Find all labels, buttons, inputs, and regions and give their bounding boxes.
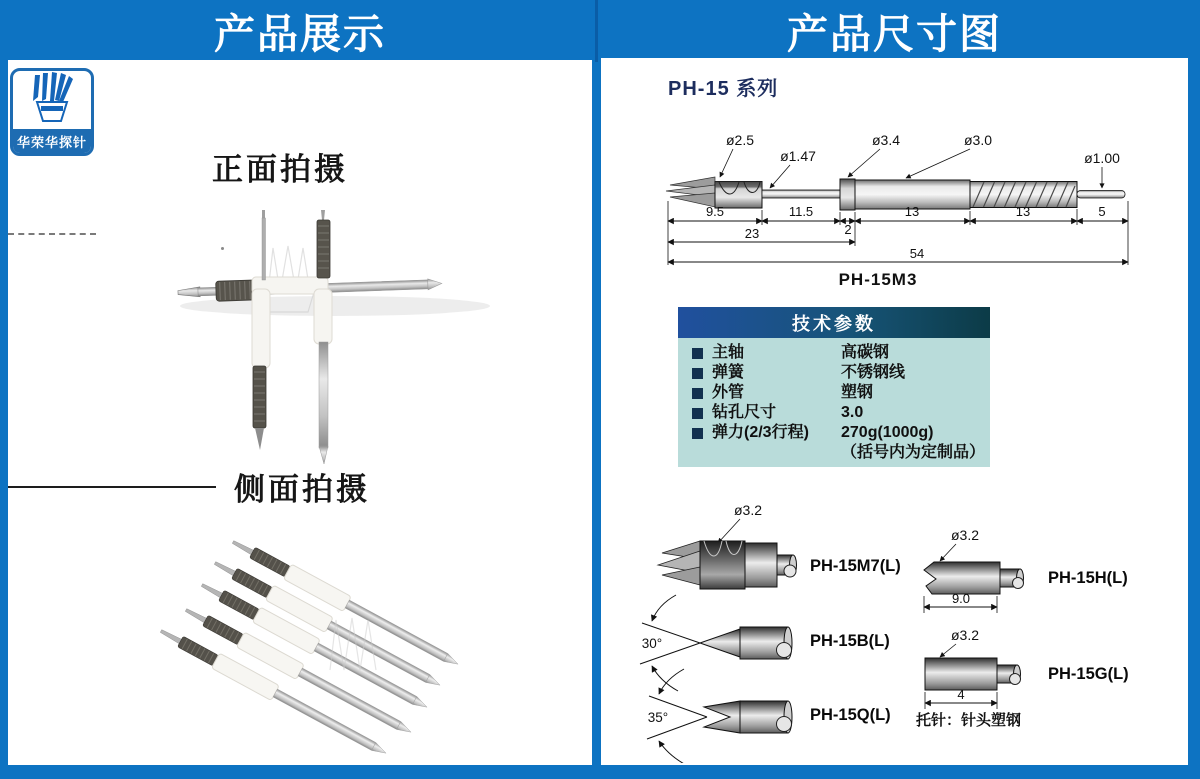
variant-q [647, 669, 891, 763]
h-length-dim: 9.0 [951, 591, 971, 606]
series-title: PH-15 系列 [668, 78, 779, 100]
param-value: 塑钢 [841, 384, 874, 401]
overall-dimensions [668, 226, 1128, 262]
side-photo-caption: 侧面拍摄 [234, 472, 370, 507]
vertical-probe-left [252, 210, 270, 450]
param-row [678, 403, 990, 423]
logo-crown-icon [13, 71, 91, 129]
variant-label-m7: PH-15M7(L) [810, 557, 901, 575]
g-dia-label: ø3.2 [950, 627, 980, 643]
param-bullet [692, 348, 703, 359]
variant-label-g: PH-15G(L) [1048, 665, 1129, 683]
variant-label-q: PH-15Q(L) [810, 706, 891, 724]
left-header-title: 产品展示 [214, 10, 386, 57]
subtotal-dim: 23 [744, 226, 760, 241]
param-label: 弹力(2/3行程) [712, 424, 809, 441]
segment-dim-3: 13 [904, 204, 920, 219]
b-angle-label: 30° [641, 636, 663, 651]
panel-seam-divider [595, 0, 598, 62]
variant-h [924, 527, 1128, 613]
model-caption: PH-15M3 [838, 270, 918, 289]
param-value: 高碳钢 [841, 344, 890, 361]
segment-dim-4: 13 [1015, 204, 1031, 219]
param-value: 不锈钢线 [841, 364, 906, 381]
param-label: 弹簧 [712, 364, 745, 381]
h-dia-label: ø3.2 [950, 527, 980, 543]
param-bullet [692, 388, 703, 399]
dia-label-4: ø1.00 [1084, 150, 1120, 166]
param-bullet [692, 408, 703, 419]
front-photo-caption: 正面拍摄 [212, 152, 348, 187]
variant-label-h: PH-15H(L) [1048, 569, 1128, 587]
param-row [678, 343, 990, 363]
variant-m7 [658, 502, 901, 589]
segment-dim-5: 5 [1098, 204, 1106, 219]
side-view-photo [130, 510, 590, 766]
variant-g [925, 627, 1129, 709]
brand-logo [10, 68, 94, 156]
dia-label-3: ø3.0 [963, 132, 993, 148]
segment-dim-2: 2 [844, 222, 852, 237]
extension-lines [668, 201, 1128, 265]
param-label: 主轴 [712, 344, 745, 361]
param-bullet [692, 368, 703, 379]
dia-label-2: ø3.4 [871, 132, 901, 148]
note-text: 托针：针头塑钢 [916, 712, 1022, 729]
right-header-title: 产品尺寸图 [787, 10, 1002, 57]
variant-label-b: PH-15B(L) [810, 632, 890, 650]
variant-b [640, 595, 890, 691]
dia-label-0: ø2.5 [725, 132, 755, 148]
left-panel-header [0, 0, 600, 60]
param-value: 270g(1000g) [841, 424, 934, 441]
vertical-probe-right [314, 210, 332, 464]
q-angle-label: 35° [647, 710, 669, 725]
param-row [678, 443, 990, 463]
dashed-line [8, 233, 96, 235]
param-label: 钻孔尺寸 [712, 404, 777, 421]
segment-dim-0: 9.5 [705, 204, 725, 219]
param-row [678, 423, 990, 443]
g-length-dim: 4 [957, 687, 965, 702]
param-label: 外管 [712, 384, 745, 401]
params-table [678, 307, 990, 467]
param-row [678, 363, 990, 383]
params-body [678, 338, 990, 467]
side-probe-3 [198, 578, 431, 715]
dia-label-1: ø1.47 [780, 148, 816, 164]
param-row [678, 383, 990, 403]
tip-variants-diagram [618, 483, 1195, 763]
dimension-drawing [640, 115, 1196, 270]
param-value: （括号内为定制品） [841, 444, 986, 461]
params-title: 技术参数 [678, 307, 990, 338]
total-dim: 54 [909, 246, 925, 261]
param-value: 3.0 [841, 404, 864, 421]
front-view-photo [140, 190, 590, 470]
param-bullet [692, 428, 703, 439]
segment-dim-1: 11.5 [788, 204, 814, 219]
probe-outline [666, 177, 1125, 210]
right-panel-header [601, 0, 1188, 60]
m7-dia-label: ø3.2 [733, 502, 763, 518]
logo-brand-text: 华荣华探针 [13, 129, 91, 153]
